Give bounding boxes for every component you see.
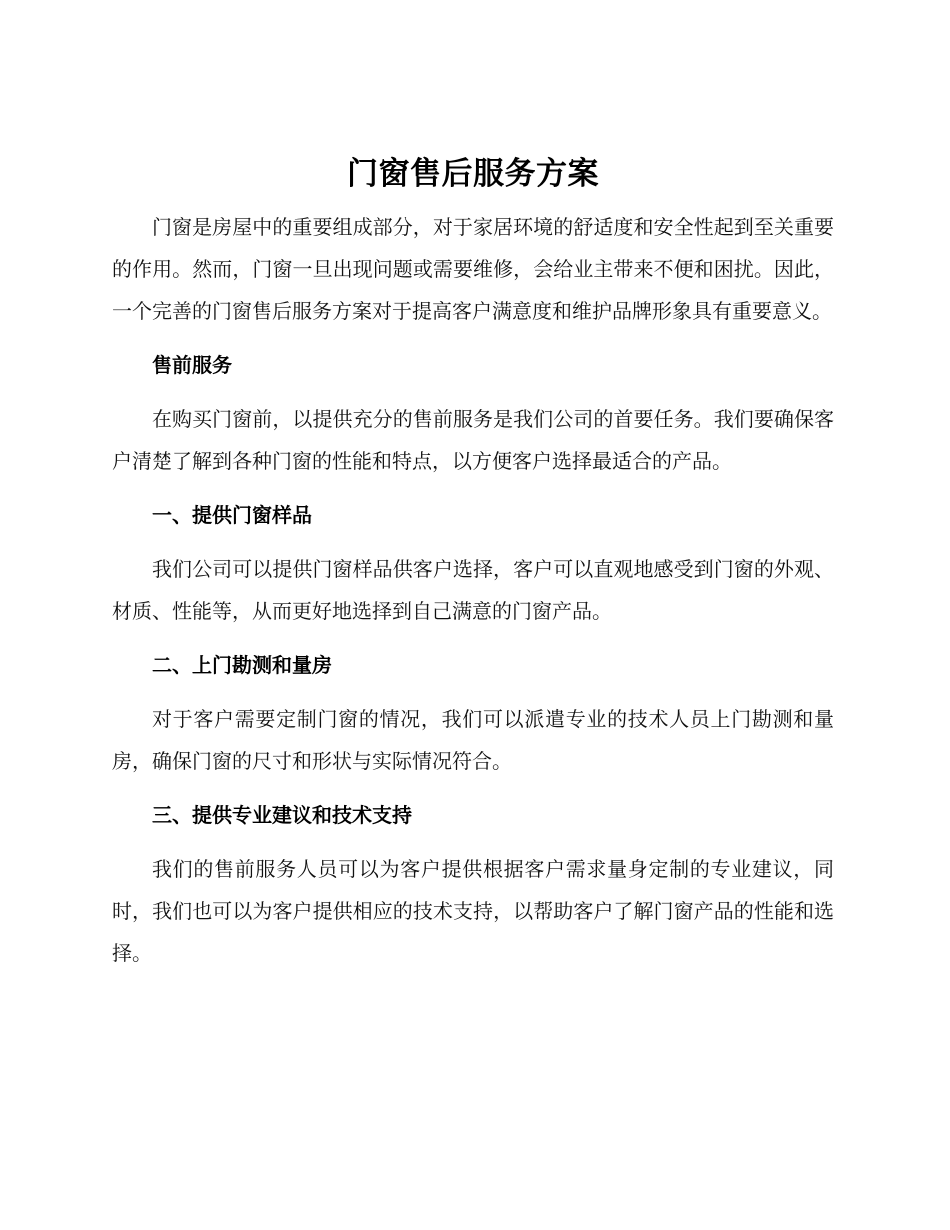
- intro-paragraph: 门窗是房屋中的重要组成部分，对于家居环境的舒适度和安全性起到至关重要的作用。然而，门窗一旦出现问题或需要维修，会给业主带来不便和困扰。因此，一个完善的门窗售后服务方案对于提高客户满意度和维护品牌形象具有重要意义。: [112, 215, 834, 323]
- document-title: 门窗售后服务方案: [347, 156, 599, 192]
- item-body-samples: 我们公司可以提供门窗样品供客户选择，客户可以直观地感受到门窗的外观、材质、性能等，从而更好地选择到自己满意的门窗产品。: [112, 557, 834, 623]
- item-body-measurement: 对于客户需要定制门窗的情况，我们可以派遣专业的技术人员上门勘测和量房，确保门窗的尺寸和形状与实际情况符合。: [112, 707, 834, 773]
- document-content: [112, 148, 834, 986]
- item-body-advice: 我们的售前服务人员可以为客户提供根据客户需求量身定制的专业建议，同时，我们也可以为客户提供相应的技术支持，以帮助客户了解门窗产品的性能和选择。: [112, 857, 834, 965]
- item-heading-advice: 三、提供专业建议和技术支持: [152, 803, 412, 827]
- item-heading-samples: 一、提供门窗样品: [152, 503, 312, 527]
- item-heading-measurement: 二、上门勘测和量房: [152, 653, 332, 677]
- section-body-presale: 在购买门窗前，以提供充分的售前服务是我们公司的首要任务。我们要确保客户清楚了解到各种门窗的性能和特点，以方便客户选择最适合的产品。: [112, 407, 834, 473]
- section-heading-presale: 售前服务: [152, 353, 232, 377]
